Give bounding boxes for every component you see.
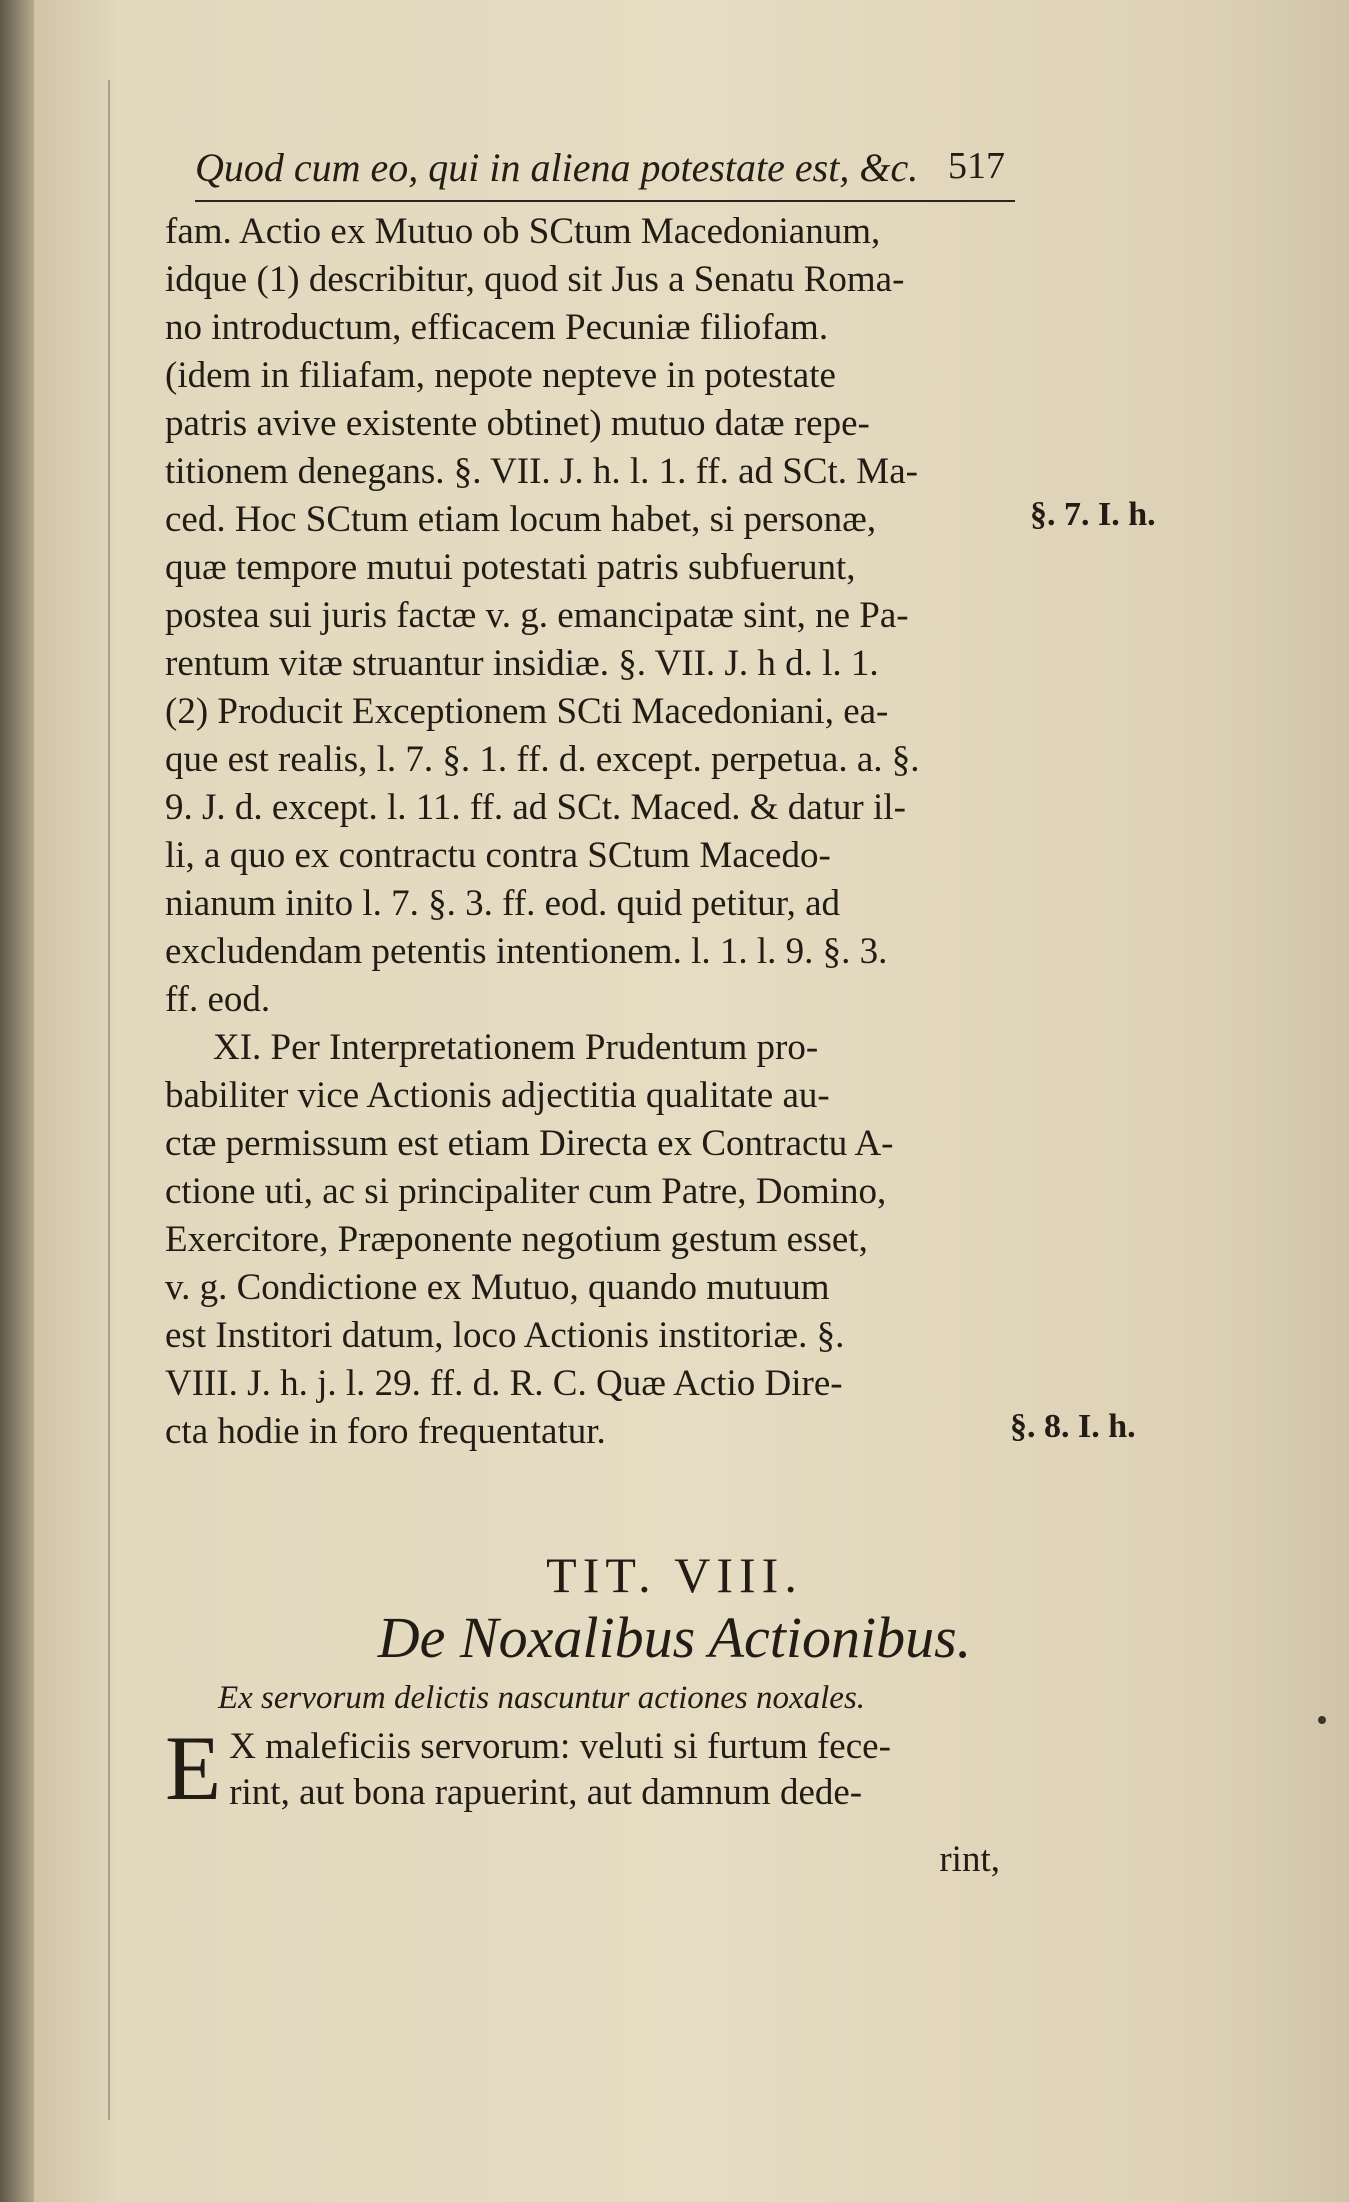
running-header	[195, 140, 1015, 202]
paragraph-xi-line: cta hodie in foro frequentatur.	[165, 1411, 606, 1452]
text-line: (2) Producit Exceptionem SCti Macedoniani, ea-	[165, 691, 889, 732]
page-number: 517	[948, 145, 1005, 187]
text-line: 9. J. d. except. l. 11. ff. ad SCt. Maced. & datur il-	[165, 787, 906, 828]
text-line: (idem in filiafam, nepote nepteve in potestate	[165, 355, 836, 396]
text-line: li, a quo ex contractu contra SCtum Macedo-	[165, 835, 831, 876]
paragraph-xi-line: est Institori datum, loco Actionis institoriæ. §.	[165, 1315, 845, 1356]
running-title: Quod cum eo, qui in aliena potestate est, &c.	[195, 145, 919, 190]
text-line: excludendam petentis intentionem. l. 1. l. 9. §. 3.	[165, 931, 888, 972]
marginal-note: §. 7. I. h.	[1030, 496, 1156, 533]
text-line: quæ tempore mutui potestati patris subfuerunt,	[165, 547, 856, 588]
title-summary: Ex servorum delictis nascuntur actiones noxales.	[218, 1680, 866, 1716]
catchword: rint,	[939, 1839, 1000, 1880]
binding-gutter	[0, 0, 34, 2202]
paragraph-xi-line: VIII. J. h. j. l. 29. ff. d. R. C. Quæ Actio Dire-	[165, 1363, 843, 1404]
drop-cap: E	[165, 1717, 222, 1819]
text-line: idque (1) describitur, quod sit Jus a Senatu Roma-	[165, 259, 905, 300]
text-line: titionem denegans. §. VII. J. h. l. 1. ff. ad SCt. Ma-	[165, 451, 918, 492]
text-line: ced. Hoc SCtum etiam locum habet, si personæ,	[165, 499, 877, 540]
paragraph-xi-line: ctione uti, ac si principaliter cum Patre, Domino,	[165, 1171, 887, 1212]
text-line: rentum vitæ struantur insidiæ. §. VII. J. h d. l. 1.	[165, 643, 879, 684]
paragraph-xi-line: v. g. Condictione ex Mutuo, quando mutuum	[165, 1267, 830, 1308]
paragraph-xi-line: babiliter vice Actionis adjectitia qualitate au-	[165, 1075, 830, 1116]
text-line: postea sui juris factæ v. g. emancipatæ sint, ne Pa-	[165, 595, 909, 636]
text-line: que est realis, l. 7. §. 1. ff. d. except. perpetua. a. §.	[165, 739, 920, 780]
text-line: ff. eod.	[165, 979, 271, 1020]
final-paragraph	[165, 1717, 1005, 1819]
text-line: nianum inito l. 7. §. 3. ff. eod. quid petitur, ad	[165, 883, 841, 924]
final-line: rint, aut bona rapuerint, aut damnum dede-	[229, 1772, 863, 1813]
final-line: X maleficiis servorum: veluti si furtum fece-	[229, 1726, 891, 1767]
main-text	[165, 208, 1005, 1456]
paragraph-xi-line: ctæ permissum est etiam Directa ex Contractu A-	[165, 1123, 894, 1164]
text-line: fam. Actio ex Mutuo ob SCtum Macedonianum,	[165, 211, 881, 252]
text-line: no introductum, efficacem Pecuniæ filiofam.	[165, 307, 829, 348]
paragraph-xi-line: Exercitore, Præponente negotium gestum esset,	[165, 1219, 868, 1260]
page-edge-line	[108, 80, 110, 2120]
paragraph-xi-line: XI. Per Interpretationem Prudentum pro-	[213, 1027, 819, 1068]
title-number: TIT. VIII.	[546, 1547, 803, 1603]
marginal-note: §. 8. I. h.	[1010, 1408, 1136, 1445]
text-line: patris avive existente obtinet) mutuo datæ repe-	[165, 403, 870, 444]
paper-speck	[1318, 1716, 1326, 1724]
title-heading: De Noxalibus Actionibus.	[377, 1605, 972, 1670]
